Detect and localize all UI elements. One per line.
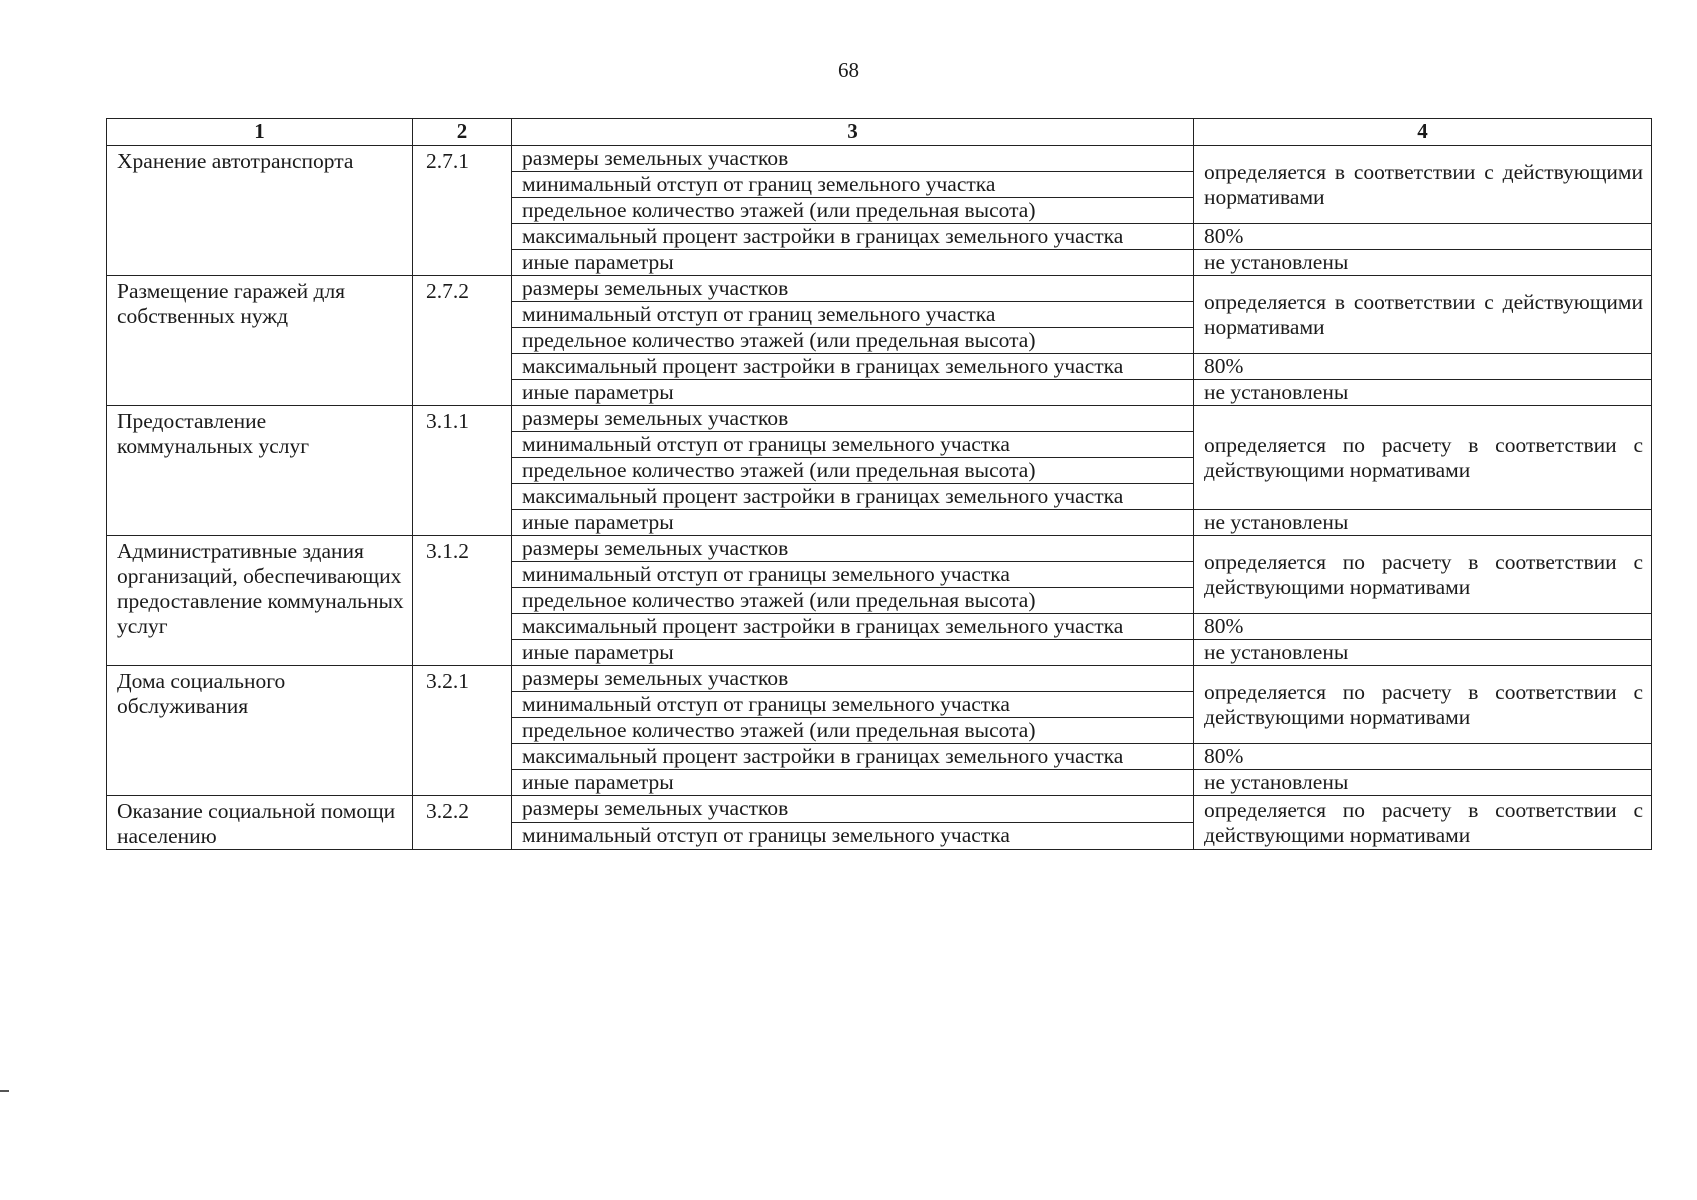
land-use-code: 3.1.2 — [413, 536, 512, 666]
parameter-cell: иные параметры — [512, 250, 1194, 276]
land-use-code: 3.1.1 — [413, 406, 512, 536]
parameter-cell: максимальный процент застройки в границах земельного участка — [512, 354, 1194, 380]
value-cell: определяется в соответствии с действующими нормативами — [1194, 146, 1652, 224]
header-col-2: 2 — [413, 119, 512, 146]
land-use-code: 3.2.1 — [413, 666, 512, 796]
parameter-cell: минимальный отступ от границы земельного участка — [512, 692, 1194, 718]
parameter-cell: минимальный отступ от границы земельного участка — [512, 823, 1194, 850]
value-cell: не установлены — [1194, 770, 1652, 796]
parameter-cell: предельное количество этажей (или предельная высота) — [512, 588, 1194, 614]
value-cell: определяется по расчету в соответствии с действующими нормативами — [1194, 406, 1652, 510]
value-cell: не установлены — [1194, 380, 1652, 406]
value-cell: не установлены — [1194, 510, 1652, 536]
parameter-cell: предельное количество этажей (или предельная высота) — [512, 328, 1194, 354]
value-cell: 80% — [1194, 224, 1652, 250]
parameter-cell: размеры земельных участков — [512, 666, 1194, 692]
parameter-cell: предельное количество этажей (или предельная высота) — [512, 458, 1194, 484]
value-cell: определяется по расчету в соответствии с действующими нормативами — [1194, 666, 1652, 744]
land-use-name: Дома социального обслуживания — [107, 666, 413, 796]
parameter-cell: предельное количество этажей (или предельная высота) — [512, 198, 1194, 224]
parameter-cell: максимальный процент застройки в границах земельного участка — [512, 614, 1194, 640]
value-cell: определяется по расчету в соответствии с действующими нормативами — [1194, 536, 1652, 614]
value-cell: не установлены — [1194, 640, 1652, 666]
header-col-4: 4 — [1194, 119, 1652, 146]
header-row — [107, 119, 1652, 146]
parameter-cell: размеры земельных участков — [512, 796, 1194, 823]
page-number: 68 — [838, 58, 859, 82]
table-row — [107, 796, 1652, 823]
parameter-cell: размеры земельных участков — [512, 406, 1194, 432]
land-use-name: Административные здания организаций, обеспечивающих предоставление коммунальных услуг — [107, 536, 413, 666]
header-col-3: 3 — [512, 119, 1194, 146]
value-cell: 80% — [1194, 744, 1652, 770]
header-col-1: 1 — [107, 119, 413, 146]
parameter-cell: размеры земельных участков — [512, 276, 1194, 302]
parameter-cell: минимальный отступ от границы земельного участка — [512, 562, 1194, 588]
value-cell: определяется в соответствии с действующими нормативами — [1194, 276, 1652, 354]
table-row — [107, 146, 1652, 172]
table-row — [107, 406, 1652, 432]
parameter-cell: иные параметры — [512, 770, 1194, 796]
value-cell: 80% — [1194, 354, 1652, 380]
value-cell: определяется по расчету в соответствии с действующими нормативами — [1194, 796, 1652, 850]
margin-mark — [0, 1090, 9, 1092]
regulations-table — [106, 118, 1652, 850]
table-row — [107, 666, 1652, 692]
parameter-cell: иные параметры — [512, 510, 1194, 536]
parameter-cell: предельное количество этажей (или предельная высота) — [512, 718, 1194, 744]
parameter-cell: максимальный процент застройки в границах земельного участка — [512, 224, 1194, 250]
land-use-code: 3.2.2 — [413, 796, 512, 850]
land-use-name: Предоставление коммунальных услуг — [107, 406, 413, 536]
land-use-name: Оказание социальной помощи населению — [107, 796, 413, 850]
land-use-name: Размещение гаражей для собственных нужд — [107, 276, 413, 406]
parameter-cell: минимальный отступ от границ земельного участка — [512, 302, 1194, 328]
parameter-cell: максимальный процент застройки в границах земельного участка — [512, 484, 1194, 510]
parameter-cell: иные параметры — [512, 380, 1194, 406]
parameter-cell: иные параметры — [512, 640, 1194, 666]
table-row — [107, 536, 1652, 562]
parameter-cell: размеры земельных участков — [512, 536, 1194, 562]
parameter-cell: максимальный процент застройки в границах земельного участка — [512, 744, 1194, 770]
parameter-cell: минимальный отступ от границ земельного участка — [512, 172, 1194, 198]
parameter-cell: минимальный отступ от границы земельного участка — [512, 432, 1194, 458]
parameter-cell: размеры земельных участков — [512, 146, 1194, 172]
table-row — [107, 276, 1652, 302]
value-cell: 80% — [1194, 614, 1652, 640]
value-cell: не установлены — [1194, 250, 1652, 276]
land-use-code: 2.7.2 — [413, 276, 512, 406]
land-use-code: 2.7.1 — [413, 146, 512, 276]
land-use-name: Хранение автотранспорта — [107, 146, 413, 276]
